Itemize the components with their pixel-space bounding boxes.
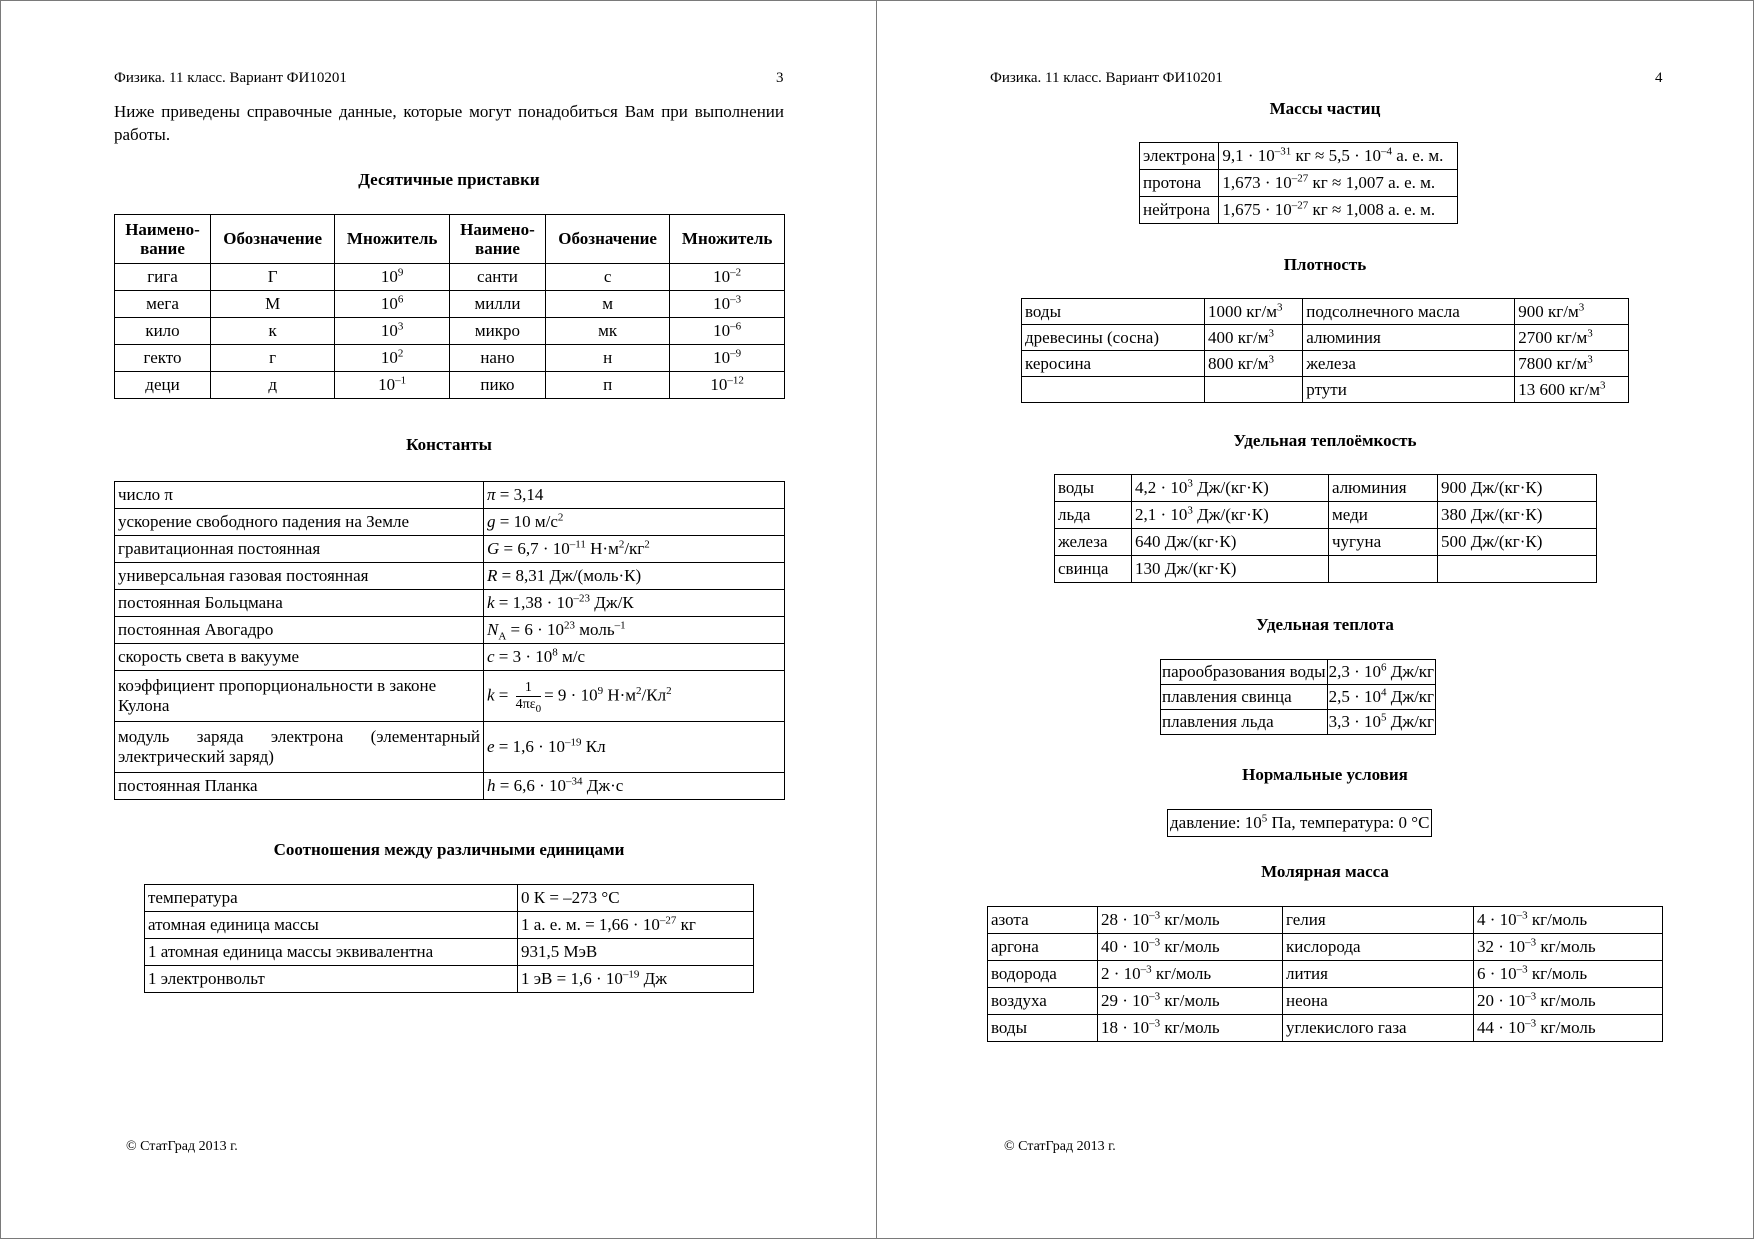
page-header: Физика. 11 класс. Вариант ФИ10201 bbox=[990, 70, 1223, 86]
normal-conditions-box bbox=[1167, 809, 1432, 837]
unit-value: 931,5 МэВ bbox=[518, 939, 754, 966]
col-header: Наимено- вание bbox=[449, 215, 545, 264]
prefix-multiplier: $10^{-12}$ bbox=[670, 372, 785, 399]
substance-name: воды bbox=[988, 1015, 1098, 1042]
unit-value: 1 а. е. м. = $1,66 \cdot 10^{-27}$ кг bbox=[518, 912, 754, 939]
constant-value: k = $\frac{1}{4\pi\varepsilon_0}$ = $9 \cdot 10^9$ $Н\cdot м^2/Кл^2$ bbox=[484, 671, 785, 722]
table-row bbox=[115, 590, 785, 617]
heat-capacity-value: $4,2 \cdot 10^3$ Дж/(кг·К) bbox=[1132, 475, 1329, 502]
constant-name: гравитационная постоянная bbox=[115, 536, 484, 563]
normal-conditions-title: Нормальные условия bbox=[1242, 765, 1408, 784]
table-row bbox=[115, 773, 785, 800]
constants-table bbox=[114, 481, 785, 800]
constant-name: постоянная Больцмана bbox=[115, 590, 484, 617]
prefixes-table bbox=[114, 214, 785, 399]
page-header: Физика. 11 класс. Вариант ФИ10201 bbox=[114, 70, 347, 86]
substance-name: древесины (сосна) bbox=[1022, 325, 1205, 351]
molar-mass-value: $18 \cdot 10^{-3}$ кг/моль bbox=[1098, 1015, 1283, 1042]
molar-mass-value: $32 \cdot 10^{-3}$ кг/моль bbox=[1474, 934, 1663, 961]
prefix-multiplier: $10^{-9}$ bbox=[670, 345, 785, 372]
prefix-symbol: г bbox=[210, 345, 334, 372]
heat-capacity-value: $2,1 \cdot 10^3$ Дж/(кг·К) bbox=[1132, 502, 1329, 529]
prefix-symbol: к bbox=[210, 318, 334, 345]
table-row bbox=[1161, 660, 1436, 685]
prefix-name: кило bbox=[115, 318, 211, 345]
substance-name: меди bbox=[1329, 502, 1438, 529]
substance-name: гелия bbox=[1283, 907, 1474, 934]
col-header: Множитель bbox=[335, 215, 450, 264]
density-value bbox=[1205, 377, 1303, 403]
density-value: 1000 $кг/м^3$ bbox=[1205, 299, 1303, 325]
table-row bbox=[145, 939, 754, 966]
prefix-name: пико bbox=[449, 372, 545, 399]
prefix-multiplier: $10^3$ bbox=[335, 318, 450, 345]
prefix-name: гекто bbox=[115, 345, 211, 372]
particle-mass: $9,1 \cdot 10^{-31}$ кг ≈ $5,5 \cdot 10^{-4}$ а. е. м. bbox=[1219, 143, 1458, 170]
table-row bbox=[1140, 143, 1458, 170]
normal-conditions-text: давление: $10^5$ Па, температура: 0 °С bbox=[1168, 810, 1432, 837]
unit-value: 0 К = –273 °С bbox=[518, 885, 754, 912]
substance-name: неона bbox=[1283, 988, 1474, 1015]
unit-value: 1 эВ = $1,6 \cdot 10^{-19}$ Дж bbox=[518, 966, 754, 993]
constant-name: скорость света в вакууме bbox=[115, 644, 484, 671]
substance-name: воздуха bbox=[988, 988, 1098, 1015]
molar-mass-table bbox=[987, 906, 1663, 1042]
process-name: плавления свинца bbox=[1161, 685, 1328, 710]
constant-value: $k = 1,38 \cdot 10^{-23}$ Дж/К bbox=[484, 590, 785, 617]
substance-name bbox=[1329, 556, 1438, 583]
table-row bbox=[1055, 475, 1597, 502]
constant-name: постоянная Планка bbox=[115, 773, 484, 800]
prefix-symbol: д bbox=[210, 372, 334, 399]
table-row bbox=[115, 291, 785, 318]
substance-name: воды bbox=[1022, 299, 1205, 325]
page-4 bbox=[877, 0, 1754, 1239]
prefix-symbol: М bbox=[210, 291, 334, 318]
masses-title: Массы частиц bbox=[1269, 99, 1381, 118]
prefix-name: милли bbox=[449, 291, 545, 318]
table-row bbox=[1161, 710, 1436, 735]
prefix-symbol: м bbox=[545, 291, 669, 318]
substance-name: железа bbox=[1303, 351, 1515, 377]
constant-value: $c = 3 \cdot 10^8$ м/с bbox=[484, 644, 785, 671]
col-header: Наимено- вание bbox=[115, 215, 211, 264]
unit-name: атомная единица массы bbox=[145, 912, 518, 939]
table-row bbox=[145, 966, 754, 993]
intro-text: Ниже приведены справочные данные, которые могут понадобиться Вам при выполнении работы. bbox=[114, 102, 784, 144]
constant-name: коэффициент пропорциональности в законе Кулона bbox=[115, 671, 484, 722]
col-header: Обозначение bbox=[210, 215, 334, 264]
prefix-multiplier: $10^{-3}$ bbox=[670, 291, 785, 318]
constant-name: число π bbox=[115, 482, 484, 509]
table-row bbox=[115, 264, 785, 291]
prefix-symbol: Г bbox=[210, 264, 334, 291]
table-row bbox=[115, 722, 785, 773]
page-number: 4 bbox=[1655, 70, 1663, 86]
table-row bbox=[988, 961, 1663, 988]
table-row bbox=[1140, 197, 1458, 224]
table-row bbox=[1022, 299, 1629, 325]
table-row bbox=[115, 318, 785, 345]
table-row bbox=[988, 1015, 1663, 1042]
table-row bbox=[115, 482, 785, 509]
substance-name: лития bbox=[1283, 961, 1474, 988]
table-row bbox=[115, 563, 785, 590]
density-value: 900 $кг/м^3$ bbox=[1515, 299, 1629, 325]
heat-capacity-value: 640 Дж/(кг·К) bbox=[1132, 529, 1329, 556]
table-row bbox=[115, 644, 785, 671]
prefix-multiplier: $10^2$ bbox=[335, 345, 450, 372]
prefix-name: гига bbox=[115, 264, 211, 291]
unit-name: 1 электронвольт bbox=[145, 966, 518, 993]
prefixes-title: Десятичные приставки bbox=[358, 170, 540, 189]
density-value: 400 $кг/м^3$ bbox=[1205, 325, 1303, 351]
specific-heat-value: $2,5 \cdot 10^4$ Дж/кг bbox=[1327, 685, 1435, 710]
constant-value: $G = 6,7 \cdot 10^{-11}$ $Н\cdot м^2/кг^2$ bbox=[484, 536, 785, 563]
substance-name: углекислого газа bbox=[1283, 1015, 1474, 1042]
units-table bbox=[144, 884, 754, 993]
page-3 bbox=[0, 0, 876, 1239]
specific-heat-table bbox=[1160, 659, 1436, 735]
density-value: 13 600 $кг/м^3$ bbox=[1515, 377, 1629, 403]
substance-name: алюминия bbox=[1329, 475, 1438, 502]
table-row bbox=[115, 509, 785, 536]
substance-name: льда bbox=[1055, 502, 1132, 529]
process-name: плавления льда bbox=[1161, 710, 1328, 735]
constant-value: $e = 1,6 \cdot 10^{-19}$ Кл bbox=[484, 722, 785, 773]
substance-name: свинца bbox=[1055, 556, 1132, 583]
molar-mass-value: $4 \cdot 10^{-3}$ кг/моль bbox=[1474, 907, 1663, 934]
table-row bbox=[115, 345, 785, 372]
constant-name: универсальная газовая постоянная bbox=[115, 563, 484, 590]
specific-heat-value: $3,3 \cdot 10^5$ Дж/кг bbox=[1327, 710, 1435, 735]
heat-capacity-value: 500 Дж/(кг·К) bbox=[1438, 529, 1597, 556]
masses-table bbox=[1139, 142, 1458, 224]
constant-name: модуль заряда электрона (элементарный электрический заряд) bbox=[115, 722, 484, 773]
prefix-symbol: п bbox=[545, 372, 669, 399]
table-row bbox=[115, 536, 785, 563]
page-footer: © СтатГрад 2013 г. bbox=[126, 1139, 238, 1154]
prefix-symbol: с bbox=[545, 264, 669, 291]
substance-name: кислорода bbox=[1283, 934, 1474, 961]
table-row bbox=[115, 671, 785, 722]
substance-name: ртути bbox=[1303, 377, 1515, 403]
constant-value: g = 10 $м/с^2$ bbox=[484, 509, 785, 536]
constant-value: $N_A = 6 \cdot 10^{23}$ моль$^{-1}$ bbox=[484, 617, 785, 644]
specific-heat-title: Удельная теплота bbox=[1256, 615, 1394, 634]
heat-capacity-value: 900 Дж/(кг·К) bbox=[1438, 475, 1597, 502]
heat-capacity-table bbox=[1054, 474, 1597, 583]
table-row bbox=[115, 372, 785, 399]
prefix-multiplier: $10^6$ bbox=[335, 291, 450, 318]
molar-mass-value: $40 \cdot 10^{-3}$ кг/моль bbox=[1098, 934, 1283, 961]
density-value: 2700 $кг/м^3$ bbox=[1515, 325, 1629, 351]
unit-name: температура bbox=[145, 885, 518, 912]
constant-value: π = 3,14 bbox=[484, 482, 785, 509]
table-row bbox=[1022, 351, 1629, 377]
particle-mass: $1,675 \cdot 10^{-27}$ кг ≈ 1,008 а. е. м. bbox=[1219, 197, 1458, 224]
process-name: парообразования воды bbox=[1161, 660, 1328, 685]
constant-value: R = 8,31 Дж/(моль·К) bbox=[484, 563, 785, 590]
molar-mass-title: Молярная масса bbox=[1261, 862, 1389, 881]
heat-capacity-value: 130 Дж/(кг·К) bbox=[1132, 556, 1329, 583]
heat-capacity-value bbox=[1438, 556, 1597, 583]
table-row bbox=[1055, 529, 1597, 556]
table-row bbox=[988, 988, 1663, 1015]
col-header: Множитель bbox=[670, 215, 785, 264]
prefix-multiplier: $10^{-2}$ bbox=[670, 264, 785, 291]
page-number: 3 bbox=[776, 70, 784, 86]
table-row bbox=[988, 934, 1663, 961]
fraction: $\frac{1}{4\pi\varepsilon_0}$ bbox=[515, 679, 542, 715]
prefix-name: нано bbox=[449, 345, 545, 372]
particle-name: электрона bbox=[1140, 143, 1219, 170]
substance-name: чугуна bbox=[1329, 529, 1438, 556]
substance-name: керосина bbox=[1022, 351, 1205, 377]
prefix-multiplier: $10^{-1}$ bbox=[335, 372, 450, 399]
molar-mass-value: $20 \cdot 10^{-3}$ кг/моль bbox=[1474, 988, 1663, 1015]
prefix-multiplier: $10^9$ bbox=[335, 264, 450, 291]
table-row bbox=[145, 885, 754, 912]
constants-title: Константы bbox=[406, 435, 492, 454]
page-footer: © СтатГрад 2013 г. bbox=[1004, 1139, 1116, 1154]
prefix-symbol: мк bbox=[545, 318, 669, 345]
specific-heat-value: $2,3 \cdot 10^6$ Дж/кг bbox=[1327, 660, 1435, 685]
table-row bbox=[1022, 325, 1629, 351]
constant-value: $h = 6,6 \cdot 10^{-34}$ Дж·с bbox=[484, 773, 785, 800]
table-row bbox=[145, 912, 754, 939]
table-row bbox=[1055, 502, 1597, 529]
units-title: Соотношения между различными единицами bbox=[273, 840, 625, 859]
particle-name: нейтрона bbox=[1140, 197, 1219, 224]
table-row bbox=[1161, 685, 1436, 710]
substance-name: алюминия bbox=[1303, 325, 1515, 351]
prefix-multiplier: $10^{-6}$ bbox=[670, 318, 785, 345]
table-row bbox=[1055, 556, 1597, 583]
substance-name: аргона bbox=[988, 934, 1098, 961]
table-row bbox=[1140, 170, 1458, 197]
density-title: Плотность bbox=[1283, 255, 1367, 274]
particle-name: протона bbox=[1140, 170, 1219, 197]
col-header: Обозначение bbox=[545, 215, 669, 264]
prefix-name: микро bbox=[449, 318, 545, 345]
table-row bbox=[115, 617, 785, 644]
substance-name: водорода bbox=[988, 961, 1098, 988]
substance-name: азота bbox=[988, 907, 1098, 934]
density-table bbox=[1021, 298, 1629, 403]
heat-capacity-value: 380 Дж/(кг·К) bbox=[1438, 502, 1597, 529]
prefix-name: санти bbox=[449, 264, 545, 291]
molar-mass-value: $44 \cdot 10^{-3}$ кг/моль bbox=[1474, 1015, 1663, 1042]
substance-name: воды bbox=[1055, 475, 1132, 502]
prefix-name: деци bbox=[115, 372, 211, 399]
molar-mass-value: $28 \cdot 10^{-3}$ кг/моль bbox=[1098, 907, 1283, 934]
prefix-name: мега bbox=[115, 291, 211, 318]
substance-name bbox=[1022, 377, 1205, 403]
substance-name: железа bbox=[1055, 529, 1132, 556]
heat-capacity-title: Удельная теплоёмкость bbox=[1233, 431, 1417, 450]
prefix-symbol: н bbox=[545, 345, 669, 372]
molar-mass-value: $6 \cdot 10^{-3}$ кг/моль bbox=[1474, 961, 1663, 988]
substance-name: подсолнечного масла bbox=[1303, 299, 1515, 325]
table-row bbox=[1022, 377, 1629, 403]
molar-mass-value: $29 \cdot 10^{-3}$ кг/моль bbox=[1098, 988, 1283, 1015]
density-value: 800 $кг/м^3$ bbox=[1205, 351, 1303, 377]
molar-mass-value: $2 \cdot 10^{-3}$ кг/моль bbox=[1098, 961, 1283, 988]
constant-name: постоянная Авогадро bbox=[115, 617, 484, 644]
unit-name: 1 атомная единица массы эквивалентна bbox=[145, 939, 518, 966]
constant-name: ускорение свободного падения на Земле bbox=[115, 509, 484, 536]
prefixes-header-row bbox=[115, 215, 785, 264]
table-row bbox=[988, 907, 1663, 934]
density-value: 7800 $кг/м^3$ bbox=[1515, 351, 1629, 377]
particle-mass: $1,673 \cdot 10^{-27}$ кг ≈ 1,007 а. е. м. bbox=[1219, 170, 1458, 197]
